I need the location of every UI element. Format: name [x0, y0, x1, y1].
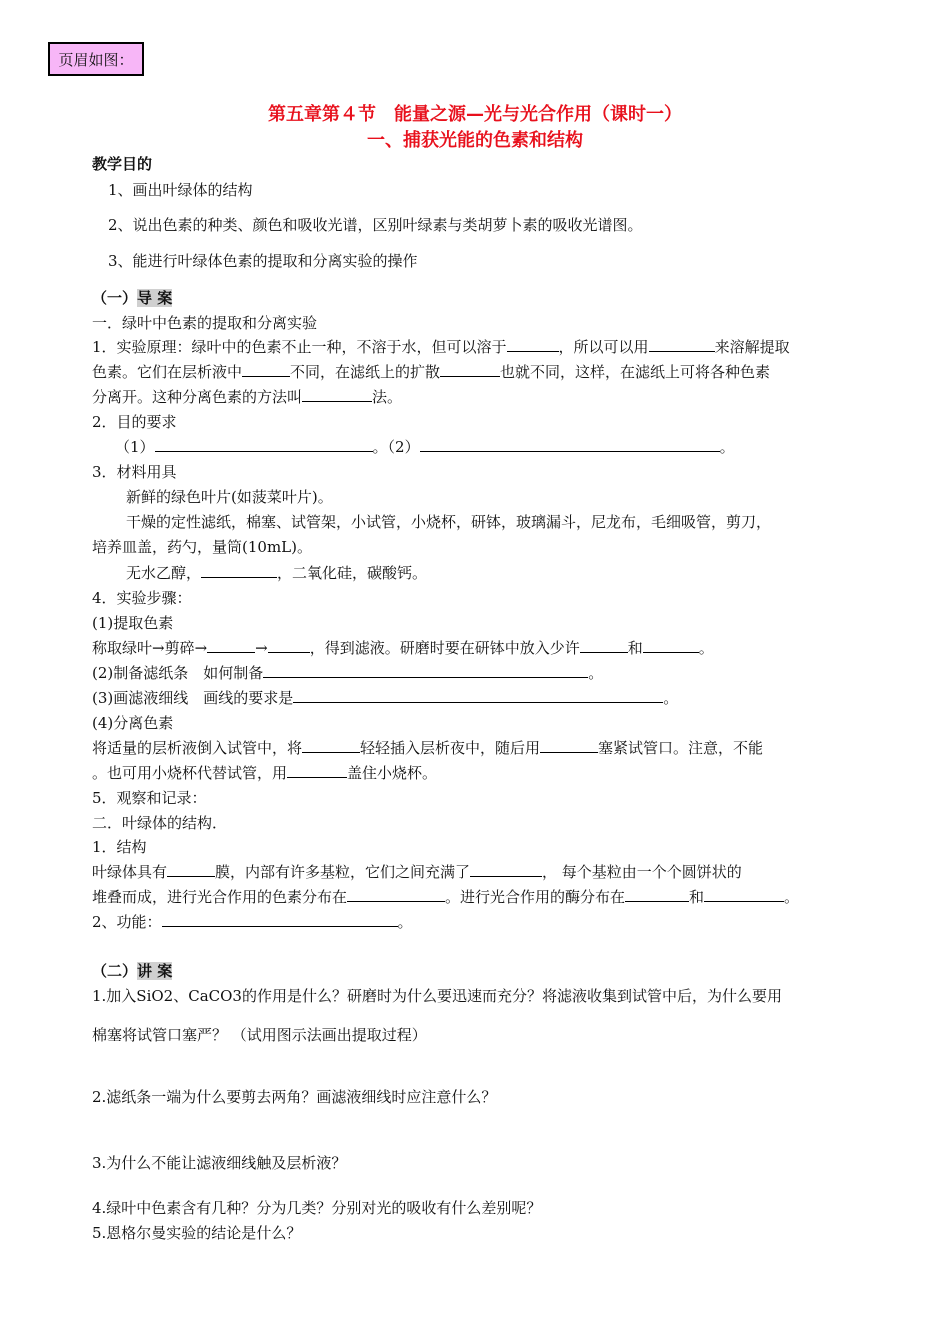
- answer-blank[interactable]: [201, 563, 277, 578]
- answer-blank[interactable]: [540, 738, 598, 753]
- answer-blank[interactable]: [440, 362, 500, 377]
- structure-line-1: [92, 861, 742, 882]
- answer-blank[interactable]: [287, 763, 347, 778]
- step-4-line-1: [92, 737, 763, 758]
- text-segment: 。: [784, 888, 800, 906]
- answer-blank[interactable]: [507, 337, 559, 352]
- materials-line-1: 新鲜的绿色叶片(如菠菜叶片)。: [126, 488, 333, 506]
- text-segment: 叶绿体具有: [92, 863, 168, 881]
- materials-line-4: [126, 562, 427, 583]
- step-1-line: [92, 637, 714, 658]
- text-segment: 不同，在滤纸上的扩散: [290, 363, 441, 381]
- answer-blank[interactable]: [470, 862, 542, 877]
- text-segment: ，二氧化硅，碳酸钙。: [277, 564, 428, 582]
- section1-heading: 一．绿叶中色素的提取和分离实验: [92, 314, 318, 332]
- text-segment: 。进行光合作用的酶分布在: [445, 888, 626, 906]
- text-segment: 将适量的层析液倒入试管中，将: [92, 739, 303, 757]
- text-segment: 称取绿叶→剪碎→: [92, 639, 208, 657]
- goal-item: 3、能进行叶绿体色素的提取和分离实验的操作: [108, 252, 418, 270]
- text-segment: （一）: [92, 289, 138, 307]
- text-segment: 。: [719, 438, 735, 456]
- header-label: 页眉如图：: [58, 50, 134, 69]
- step-4-line-2: [92, 762, 437, 783]
- question-3: 3.为什么不能让滤液细线触及层析液？: [92, 1154, 347, 1172]
- text-segment: 色素。它们在层析液中: [92, 363, 243, 381]
- goals-req-line: [115, 436, 735, 457]
- goal-item: 2、说出色素的种类、颜色和吸收光谱，区别叶绿素与类胡萝卜素的吸收光谱图。: [108, 216, 643, 234]
- function-line: [92, 911, 413, 932]
- text-segment: 1．实验原理：绿叶中的色素不止一种，不溶于水，但可以溶于: [92, 338, 507, 356]
- page-title: 第五章第４节 能量之源—光与光合作用（课时一）: [268, 104, 682, 125]
- text-segment: 。: [663, 689, 679, 707]
- part2-heading: [92, 960, 172, 981]
- text-segment: 也就不同，这样，在滤纸上可将各种色素: [500, 363, 771, 381]
- answer-blank[interactable]: [207, 638, 255, 653]
- answer-blank[interactable]: [162, 912, 398, 927]
- section2-heading: 二．叶绿体的结构．: [92, 814, 228, 832]
- text-segment: 和: [627, 639, 643, 657]
- text-segment: ，得到滤液。研磨时要在研钵中放入少许: [309, 639, 580, 657]
- text-segment: 和: [689, 888, 705, 906]
- answer-blank[interactable]: [155, 437, 373, 452]
- answer-blank[interactable]: [167, 862, 215, 877]
- text-segment: ， 每个基粒由一个个圆饼状的: [542, 863, 742, 881]
- steps-heading: 4．实验步骤：: [92, 589, 192, 607]
- answer-blank[interactable]: [649, 337, 715, 352]
- text-segment: 堆叠而成，进行光合作用的色素分布在: [92, 888, 348, 906]
- text-segment: 分离开。这种分离色素的方法叫: [92, 388, 303, 406]
- question-1-line-2: 棉塞将试管口塞严？ （试用图示法画出提取过程）: [92, 1026, 427, 1044]
- observe-heading: 5．观察和记录：: [92, 789, 207, 807]
- principle-line-1: [92, 336, 790, 357]
- question-2: 2.滤纸条一端为什么要剪去两角？画滤液细线时应注意什么？: [92, 1088, 497, 1106]
- goals-req-heading: 2．目的要求: [92, 413, 177, 431]
- text-segment: 。也可用小烧杯代替试管，用: [92, 764, 288, 782]
- answer-blank[interactable]: [625, 887, 689, 902]
- step-2-line: [92, 662, 603, 683]
- text-segment: 盖住小烧杯。: [347, 764, 438, 782]
- text-segment: （1）: [115, 438, 155, 456]
- text-segment: 讲 案: [137, 962, 173, 980]
- answer-blank[interactable]: [302, 387, 372, 402]
- text-segment: 。: [698, 639, 714, 657]
- goals-heading: 教学目的: [92, 155, 153, 173]
- step-4-title: (4)分离色素: [92, 714, 174, 732]
- text-segment: 。（2）: [372, 438, 420, 456]
- text-segment: （二）: [92, 962, 138, 980]
- page-subtitle: 一、捕获光能的色素和结构: [367, 130, 583, 151]
- materials-line-2: 干燥的定性滤纸，棉塞、试管架，小试管，小烧杯，研钵，玻璃漏斗，尼龙布，毛细吸管，剪刀，: [126, 513, 772, 531]
- structure-line-2: [92, 886, 799, 907]
- text-segment: →: [255, 639, 268, 657]
- answer-blank[interactable]: [580, 638, 628, 653]
- text-segment: 无水乙醇，: [126, 564, 202, 582]
- answer-blank[interactable]: [263, 663, 588, 678]
- text-segment: 来溶解提取: [714, 338, 790, 356]
- materials-line-3: 培养皿盖，药勺，量筒(10mL)。: [92, 538, 312, 556]
- principle-line-3: [92, 386, 402, 407]
- answer-blank[interactable]: [293, 688, 663, 703]
- question-5: 5.恩格尔曼实验的结论是什么？: [92, 1224, 302, 1242]
- principle-line-2: [92, 361, 770, 382]
- answer-blank[interactable]: [347, 887, 445, 902]
- step-1-title: (1)提取色素: [92, 614, 174, 632]
- text-segment: 。: [588, 664, 604, 682]
- answer-blank[interactable]: [268, 638, 310, 653]
- text-segment: 。: [397, 913, 413, 931]
- text-segment: (2)制备滤纸条 如何制备: [92, 664, 264, 682]
- text-segment: 法。: [372, 388, 403, 406]
- text-segment: 膜，内部有许多基粒，它们之间充满了: [215, 863, 471, 881]
- text-segment: 导 案: [137, 289, 173, 307]
- text-segment: 塞紧试管口。注意，不能: [598, 739, 764, 757]
- answer-blank[interactable]: [420, 437, 720, 452]
- question-1-line-1: 1.加入SiO2、CaCO3的作用是什么？研磨时为什么要迅速而充分？将滤液收集到试管中后，为什么要用: [92, 987, 782, 1005]
- text-segment: 2、功能：: [92, 913, 162, 931]
- text-segment: 轻轻插入层析夜中，随后用: [360, 739, 541, 757]
- answer-blank[interactable]: [704, 887, 784, 902]
- materials-heading: 3．材料用具: [92, 463, 177, 481]
- question-4: 4.绿叶中色素含有几种？分为几类？分别对光的吸收有什么差别呢？: [92, 1199, 542, 1217]
- text-segment: (3)画滤液细线 画线的要求是: [92, 689, 294, 707]
- answer-blank[interactable]: [242, 362, 290, 377]
- structure-heading: 1．结构: [92, 838, 147, 856]
- header-label-box: [48, 42, 144, 76]
- text-segment: ，所以可以用: [558, 338, 649, 356]
- step-3-line: [92, 687, 678, 708]
- part1-heading: [92, 287, 172, 308]
- answer-blank[interactable]: [302, 738, 360, 753]
- goal-item: 1、画出叶绿体的结构: [108, 181, 253, 199]
- answer-blank[interactable]: [643, 638, 699, 653]
